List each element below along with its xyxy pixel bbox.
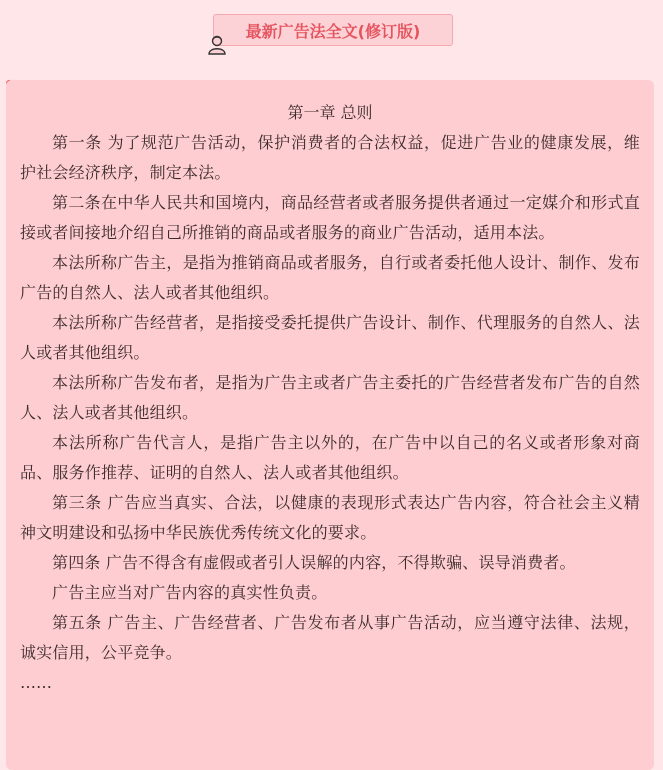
chapter-heading: 第一章 总则 — [287, 103, 373, 122]
ellipsis-text: …… — [20, 673, 52, 692]
article-body — [6, 80, 654, 770]
paragraph: 本法所称广告经营者，是指接受委托提供广告设计、制作、代理服务的自然人、法人或者其他组织。 — [20, 313, 640, 362]
page-title — [213, 14, 453, 46]
person-icon — [206, 35, 228, 55]
paragraph: 本法所称广告主，是指为推销商品或者服务，自行或者委托他人设计、制作、发布广告的自然人、法人或者其他组织。 — [20, 253, 640, 302]
page-title-text: 最新广告法全文(修订版) — [245, 21, 421, 41]
paragraph: 第五条 广告主、广告经营者、广告发布者从事广告活动，应当遵守法律、法规，诚实信用，公平竞争。 — [20, 613, 640, 662]
paragraph: 本法所称广告代言人，是指广告主以外的，在广告中以自己的名义或者形象对商品、服务作推荐、证明的自然人、法人或者其他组织。 — [20, 433, 640, 482]
paragraph: 广告主应当对广告内容的真实性负责。 — [52, 583, 328, 602]
paragraph: 第四条 广告不得含有虚假或者引人误解的内容，不得欺骗、误导消费者。 — [52, 553, 576, 572]
paragraph: 第一条 为了规范广告活动，保护消费者的合法权益，促进广告业的健康发展，维护社会经济秩序，制定本法。 — [20, 133, 640, 182]
paragraph: 第三条 广告应当真实、合法，以健康的表现形式表达广告内容，符合社会主义精神文明建设和弘扬中华民族优秀传统文化的要求。 — [20, 493, 640, 542]
paragraph: 本法所称广告发布者，是指为广告主或者广告主委托的广告经营者发布广告的自然人、法人或者其他组织。 — [20, 373, 640, 422]
paragraph: 第二条在中华人民共和国境内，商品经营者或者服务提供者通过一定媒介和形式直接或者间接地介绍自己所推销的商品或者服务的商业广告活动，适用本法。 — [20, 193, 640, 242]
